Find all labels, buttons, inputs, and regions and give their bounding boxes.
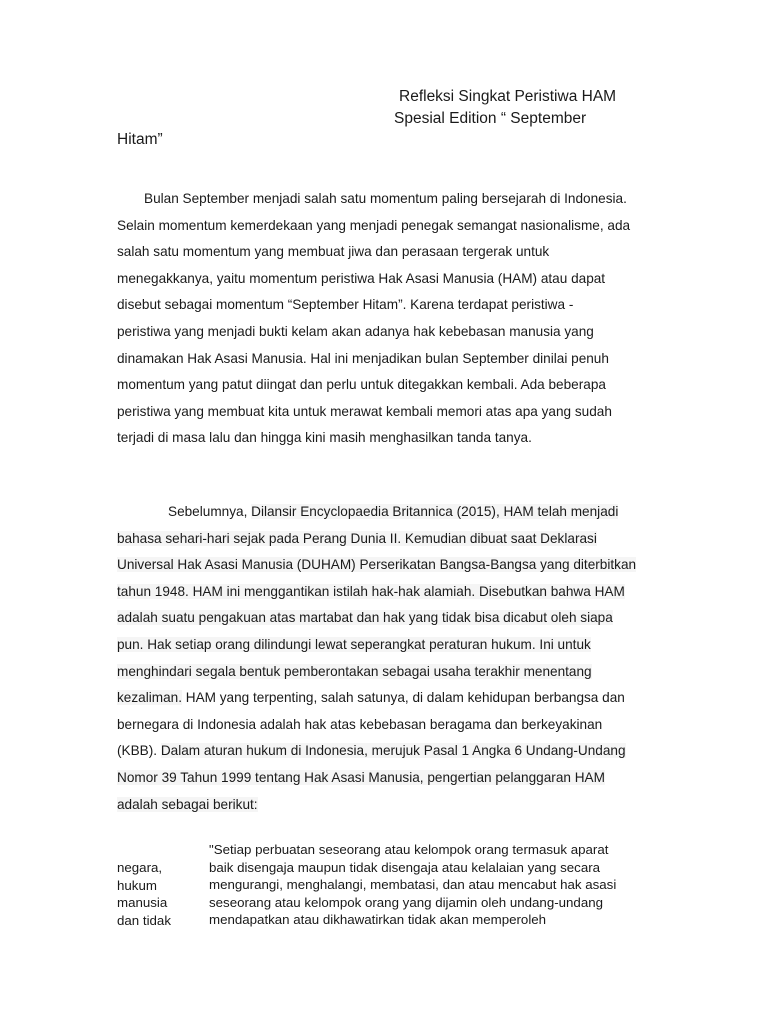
paragraph-line: menegakkanya, yaitu momentum peristiwa Hak Asasi Manusia (HAM) atau dapat: [117, 270, 606, 286]
quote-left-line: hukum: [117, 877, 157, 893]
quote-block: [209, 841, 616, 929]
quote-left-line: manusia: [117, 895, 168, 911]
quote-line: baik disengaja maupun tidak disengaja atau kelalaian yang secara: [209, 859, 601, 875]
title-line-2: Spesial Edition “ September: [394, 110, 587, 127]
highlighted-text: pun. Hak setiap orang dilindungi lewat seperangkat peraturan hukum. Ini untuk: [117, 636, 591, 652]
paragraph-line: salah satu momentum yang membuat jiwa dan perasaan tergerak untuk: [117, 244, 550, 260]
paragraph-1: [117, 186, 677, 452]
paragraph-line: peristiwa yang membuat kita untuk merawat kembali memori atas apa yang sudah: [117, 403, 612, 419]
quote-line: "Setiap perbuatan seseorang atau kelompok orang termasuk aparat: [209, 842, 609, 857]
highlighted-text: menghindari segala bentuk pemberontakan sebagai usaha terakhir menentang: [117, 663, 592, 679]
highlighted-text: kezaliman.: [117, 690, 182, 706]
text-run: Sebelumnya,: [168, 504, 252, 519]
text-run: HAM yang terpenting, salah satunya, di dalam kehidupan berbangsa dan: [181, 690, 625, 706]
paragraph-line: [117, 712, 677, 739]
paragraph-line: [117, 579, 677, 606]
quote-left-line: negara,: [117, 860, 163, 875]
paragraph-line: momentum yang patut diingat dan perlu untuk ditegakkan kembali. Ada beberapa: [117, 377, 606, 393]
highlighted-text: Dilansir Encyclopaedia Britannica (2015), HAM telah menjadi: [251, 504, 619, 519]
paragraph-line: dinamakan Hak Asasi Manusia. Hal ini menjadikan bulan September dinilai penuh: [117, 350, 609, 366]
paragraph-line: [117, 685, 677, 712]
paragraph-line: peristiwa yang menjadi bukti kelam akan adanya hak kebebasan manusia yang: [117, 323, 594, 339]
paragraph-line: [117, 659, 677, 686]
quote-line: seseorang atau kelompok orang yang dijamin oleh undang-undang: [209, 894, 604, 910]
paragraph-line: Bulan September menjadi salah satu momentum paling bersejarah di Indonesia.: [144, 191, 627, 206]
highlighted-text: adalah sebagai berikut:: [117, 796, 258, 812]
paragraph-line: [117, 765, 677, 792]
paragraph-line: disebut sebagai momentum “September Hitam”. Karena terdapat peristiwa -: [117, 297, 574, 313]
highlighted-text: Dalam aturan hukum di Indonesia, merujuk Pasal 1 Angka 6 Undang-Undang: [160, 743, 626, 759]
paragraph-line: [117, 605, 677, 632]
paragraph-line: [117, 552, 677, 579]
paragraph-line: terjadi di masa lalu dan hingga kini masih menghasilkan tanda tanya.: [117, 430, 532, 446]
highlighted-text: Nomor 39 Tahun 1999 tentang Hak Asasi Manusia, pengertian pelanggaran HAM: [117, 769, 605, 785]
paragraph-line: [117, 526, 677, 553]
highlighted-text: Universal Hak Asasi Manusia (DUHAM) Perserikatan Bangsa-Bangsa yang diterbitkan: [117, 557, 637, 573]
quote-line: mendapatkan atau dikhawatirkan tidak akan memperoleh: [209, 912, 547, 928]
paragraph-line: [117, 792, 677, 819]
quote-line: mengurangi, menghalangi, membatasi, dan atau mencabut hak asasi: [209, 877, 617, 893]
highlighted-text: adalah suatu pengakuan atas martabat dan hak yang tidak bisa dicabut oleh siapa: [117, 610, 613, 626]
title-line-3: Hitam”: [117, 131, 163, 148]
paragraph-line: [117, 632, 677, 659]
paragraph-line: [117, 738, 677, 765]
paragraph-line: [117, 499, 677, 526]
quote-left-column: [117, 859, 171, 929]
paragraph-2: [117, 499, 677, 818]
highlighted-text: bahasa sehari-hari sejak pada Perang Dunia II. Kemudian dibuat saat Deklarasi: [117, 530, 597, 546]
paragraph-line: Selain momentum kemerdekaan yang menjadi penegak semangat nasionalisme, ada: [117, 217, 631, 233]
text-run: (KBB).: [117, 743, 161, 759]
quote-left-line: dan tidak: [117, 912, 171, 928]
title-line-1: Refleksi Singkat Peristiwa HAM: [399, 88, 617, 105]
text-run: bernegara di Indonesia adalah hak atas kebebasan beragama dan berkeyakinan: [117, 716, 603, 732]
highlighted-text: tahun 1948. HAM ini menggantikan istilah hak-hak alamiah. Disebutkan bahwa HAM: [117, 583, 625, 599]
